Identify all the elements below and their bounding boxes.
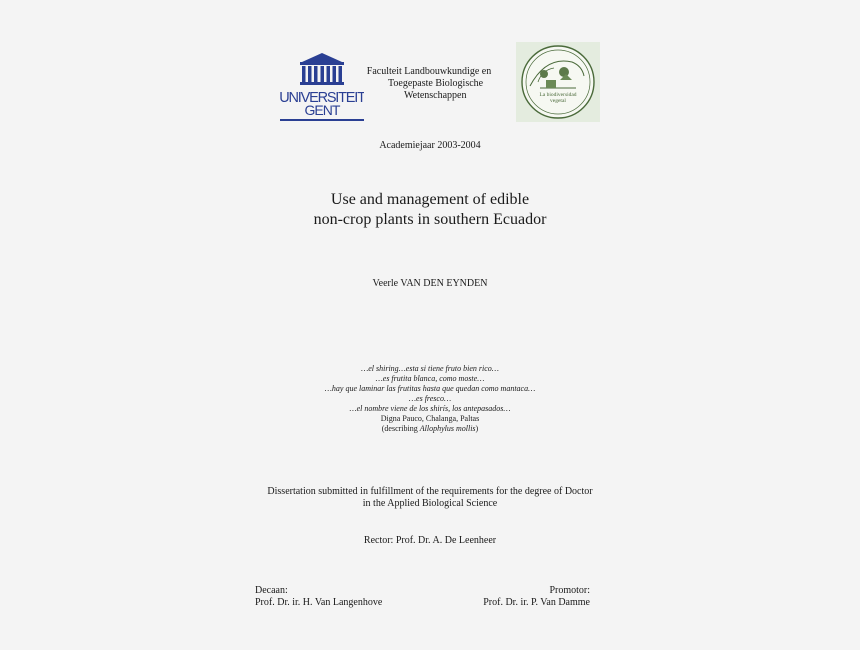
- svg-text:GENT: GENT: [304, 102, 340, 118]
- epigraph-quote: [280, 364, 580, 434]
- seal-emblem-icon: [516, 42, 600, 122]
- dissertation-line-2: in the Applied Biological Science: [362, 498, 498, 509]
- describing-suffix: ): [475, 424, 479, 433]
- quote-attribution: Digna Pauco, Chalanga, Paltas: [380, 414, 480, 423]
- quote-line: …es fresco…: [408, 394, 452, 403]
- title-line-1: Use and management of edible: [330, 191, 530, 208]
- dean-name: Prof. Dr. ir. H. Van Langenhove: [255, 597, 383, 608]
- dean-label: Decaan:: [255, 585, 288, 596]
- author-name: Veerle VAN DEN EYNDEN: [372, 278, 488, 289]
- faculty-name: [340, 66, 500, 102]
- dissertation-title: [230, 190, 630, 230]
- rector: Rector: Prof. Dr. A. De Leenheer: [363, 535, 497, 546]
- faculty-line-1: Faculteit Landbouwkundige en: [366, 66, 492, 77]
- title-line-2: non-crop plants in southern Ecuador: [313, 211, 547, 228]
- faculty-line-2: Toegepaste Biologische: [388, 78, 484, 89]
- quote-describing: [280, 424, 580, 434]
- promotor-block: [440, 585, 590, 609]
- quote-line: …es frutita blanca, como moste…: [375, 374, 485, 383]
- svg-text:UNIVERSITEIT: UNIVERSITEIT: [280, 90, 364, 106]
- quote-line: …el shiring…esta si tiene fruto bien rico…: [361, 364, 499, 373]
- describing-species: Allophylus mollis: [419, 424, 476, 433]
- dean-block: [255, 585, 455, 609]
- faculty-line-3: Wetenschappen: [404, 90, 467, 101]
- promotor-label: Promotor:: [549, 585, 590, 596]
- dissertation-statement: [230, 486, 630, 510]
- svg-text:vegetal: vegetal: [550, 98, 566, 104]
- quote-line: …el nombre viene de los shirís, los antepasados…: [349, 404, 511, 413]
- faculty-seal: [516, 42, 600, 122]
- promotor-name: Prof. Dr. ir. P. Van Damme: [483, 597, 590, 608]
- dissertation-line-1: Dissertation submitted in fulfillment of the requirements for the degree of Doctor: [267, 486, 593, 497]
- academic-year: Academiejaar 2003-2004: [379, 140, 481, 151]
- svg-text:La biodiversidad: La biodiversidad: [539, 92, 577, 98]
- describing-prefix: (describing: [381, 424, 420, 433]
- quote-line: …hay que laminar las frutitas hasta que quedan como mantaca…: [324, 384, 536, 393]
